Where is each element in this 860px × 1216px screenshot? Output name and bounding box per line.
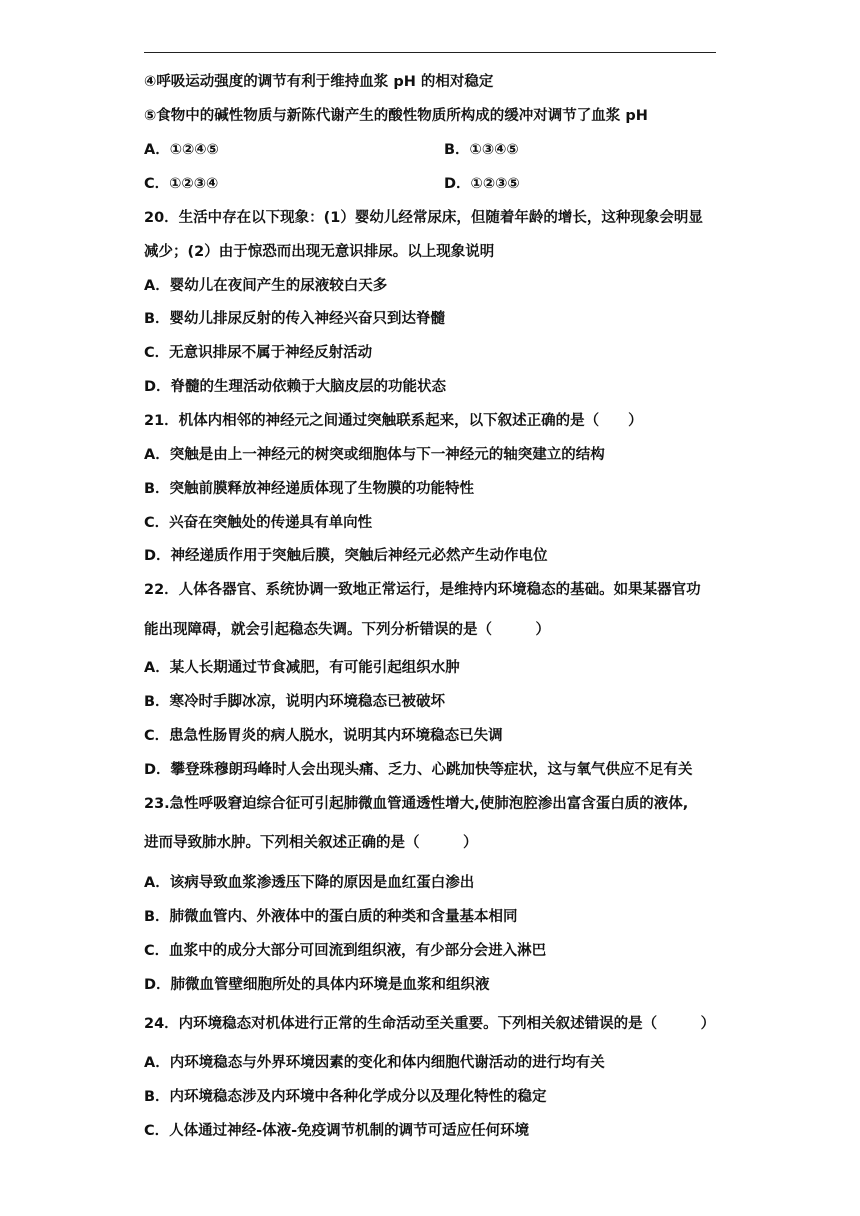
option-c: C．无意识排尿不属于神经反射活动 xyxy=(144,345,373,361)
option-b: B．肺微血管内、外液体中的蛋白质的种类和含量基本相同 xyxy=(144,909,518,925)
text-line: ④呼吸运动强度的调节有利于维持血浆 pH 的相对稳定 xyxy=(144,74,494,90)
option-a: A．该病导致血浆渗透压下降的原因是血红蛋白渗出 xyxy=(144,875,475,891)
option-a: A．婴幼儿在夜间产生的尿液较白天多 xyxy=(144,278,388,294)
option-a: A．某人长期通过节食减肥，有可能引起组织水肿 xyxy=(144,660,460,676)
question-23: 23.急性呼吸窘迫综合征可引起肺微血管通透性增大,使肺泡腔渗出富含蛋白质的液体, xyxy=(144,796,689,812)
option-c: C．①②③④ xyxy=(144,176,219,192)
question-21: 21．机体内相邻的神经元之间通过突触联系起来，以下叙述正确的是（ ） xyxy=(144,413,643,429)
option-b: B．①③④⑤ xyxy=(444,142,519,158)
option-b: B．婴幼儿排尿反射的传入神经兴奋只到达脊髓 xyxy=(144,311,446,327)
question-23-cont: 进而导致肺水肿。下列相关叙述正确的是（ ） xyxy=(144,835,478,851)
question-22: 22．人体各器官、系统协调一致地正常运行，是维持内环境稳态的基础。如果某器官功 xyxy=(144,582,701,598)
option-c: C．兴奋在突触处的传递具有单向性 xyxy=(144,515,373,531)
option-b: B．突触前膜释放神经递质体现了生物膜的功能特性 xyxy=(144,481,475,497)
option-c: C．人体通过神经-体液-免疫调节机制的调节可适应任何环境 xyxy=(144,1123,530,1139)
text-line: ⑤食物中的碱性物质与新陈代谢产生的酸性物质所构成的缓冲对调节了血浆 pH xyxy=(144,108,648,124)
option-b: B．寒冷时手脚冰凉，说明内环境稳态已被破坏 xyxy=(144,694,446,710)
option-a: A．内环境稳态与外界环境因素的变化和体内细胞代谢活动的进行均有关 xyxy=(144,1055,605,1071)
header-rule xyxy=(144,52,716,53)
option-d: D．肺微血管壁细胞所处的具体内环境是血浆和组织液 xyxy=(144,977,490,993)
option-d: D．脊髓的生理活动依赖于大脑皮层的功能状态 xyxy=(144,379,447,395)
option-c: C．血浆中的成分大部分可回流到组织液，有少部分会进入淋巴 xyxy=(144,943,547,959)
option-b: B．内环境稳态涉及内环境中各种化学成分以及理化特性的稳定 xyxy=(144,1089,547,1105)
option-a: A．①②④⑤ xyxy=(144,142,219,158)
option-a: A．突触是由上一神经元的树突或细胞体与下一神经元的轴突建立的结构 xyxy=(144,447,605,463)
question-24: 24．内环境稳态对机体进行正常的生命活动至关重要。下列相关叙述错误的是（ ） xyxy=(144,1016,716,1032)
option-d: D．神经递质作用于突触后膜，突触后神经元必然产生动作电位 xyxy=(144,548,548,564)
option-d: D．①②③⑤ xyxy=(444,176,520,192)
question-20-cont: 减少；(2）由于惊恐而出现无意识排尿。以上现象说明 xyxy=(144,244,495,260)
option-d: D．攀登珠穆朗玛峰时人会出现头痛、乏力、心跳加快等症状，这与氧气供应不足有关 xyxy=(144,762,693,778)
question-20: 20．生活中存在以下现象：(1）婴幼儿经常尿床，但随着年龄的增长，这种现象会明显 xyxy=(144,210,703,226)
option-c: C．患急性肠胃炎的病人脱水，说明其内环境稳态已失调 xyxy=(144,728,503,744)
question-22-cont: 能出现障碍，就会引起稳态失调。下列分析错误的是（ ） xyxy=(144,622,550,638)
